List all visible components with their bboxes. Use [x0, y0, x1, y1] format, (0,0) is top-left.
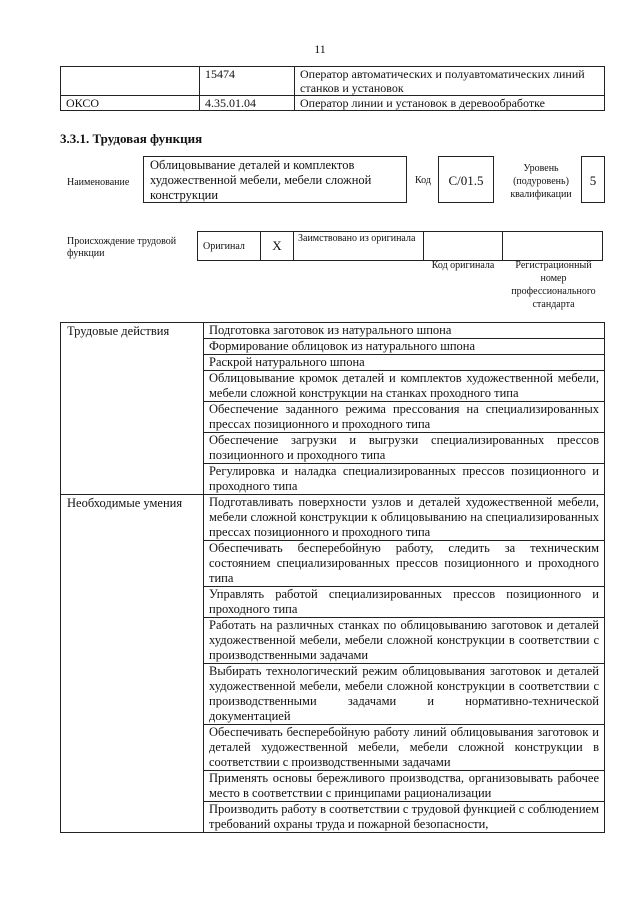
list-item: Применять основы бережливого производства, организовывать рабочее место в соответствии с принципами рационализации — [204, 771, 605, 802]
okso-cell-code: 4.35.01.04 — [200, 96, 295, 111]
list-item: Подготовка заготовок из натурального шпона — [204, 323, 605, 339]
reg-number-label: Регистрационный номер профессионального стандарта — [511, 260, 596, 310]
qualification-level-value: 5 — [581, 156, 605, 203]
list-item: Обеспечивать бесперебойную работу, следить за техническим состоянием специализированных прессов позиционного и проходного типа — [204, 541, 605, 587]
okso-cell-code-type — [61, 67, 200, 96]
page-number: 11 — [314, 42, 326, 56]
table-row — [61, 495, 605, 541]
function-code-value: С/01.5 — [438, 156, 494, 203]
table-row — [61, 67, 605, 96]
okso-cell-title: Оператор автоматических и полуавтоматических линий станков и установок — [295, 67, 605, 96]
okso-classification-table — [60, 66, 605, 111]
list-item: Регулировка и наладка специализированных прессов позиционного и проходного типа — [204, 464, 605, 495]
origin-label: Происхождение трудовой функции — [67, 236, 177, 259]
origin-table — [197, 231, 603, 261]
code-label: Код — [415, 175, 431, 186]
list-item: Подготавливать поверхности узлов и деталей художественной мебели, мебели сложной конструкции к облицовыванию на специализированных прессах позиционного и проходного типа — [204, 495, 605, 541]
list-item: Управлять работой специализированных прессов позиционного и проходного типа — [204, 587, 605, 618]
list-item: Обеспечение загрузки и выгрузки специализированных прессов позиционного и проходного типа — [204, 433, 605, 464]
list-item: Формирование облицовок из натурального шпона — [204, 339, 605, 355]
okso-cell-title: Оператор линии и установок в деревообработке — [295, 96, 605, 111]
okso-cell-code: 15474 — [200, 67, 295, 96]
table-row — [198, 232, 603, 261]
list-item: Производить работу в соответствии с трудовой функцией с соблюдением требований охраны труда и пожарной безопасности, — [204, 802, 605, 833]
section-heading: 3.3.1. Трудовая функция — [60, 131, 203, 146]
code-original-cell — [424, 232, 503, 261]
okso-cell-code-type: ОКСО — [61, 96, 200, 111]
qualification-level-label: Уровень (подуровень) квалификации — [510, 163, 572, 200]
list-item: Работать на различных станках по облицовыванию заготовок и деталей художественной мебели, мебели сложной конструкции в соответствии с производственными задачами — [204, 618, 605, 664]
list-item: Обеспечение заданного режима прессования на специализированных прессах позиционного и проходного типа — [204, 402, 605, 433]
name-label: Наименование — [67, 177, 130, 188]
list-item: Облицовывание кромок деталей и комплектов художественной мебели, мебели сложной конструкции на станках проходного типа — [204, 371, 605, 402]
original-mark: X — [261, 232, 294, 261]
required-skills-title: Необходимые умения — [61, 495, 204, 833]
table-row — [61, 96, 605, 111]
list-item: Обеспечивать бесперебойную работу линий облицовывания заготовок и деталей художественной мебели, мебели сложной конструкции в соответствии с производственными задачами — [204, 725, 605, 771]
function-name-value: Облицовывание деталей и комплектов художественной мебели, мебели сложной конструкции — [143, 156, 407, 203]
list-item: Выбирать технологический режим облицовывания заготовок и деталей художественной мебели, мебели сложной конструкции в соответствии с производственными задачами и нормативно-технической документацией — [204, 664, 605, 725]
labor-function-table — [60, 322, 605, 833]
reg-number-cell — [503, 232, 603, 261]
list-item: Раскрой натурального шпона — [204, 355, 605, 371]
table-row — [61, 323, 605, 339]
labor-actions-title: Трудовые действия — [61, 323, 204, 495]
code-original-label: Код оригинала — [431, 260, 495, 271]
borrowed-label: Заимствовано из оригинала — [294, 232, 424, 261]
original-label: Оригинал — [198, 232, 261, 261]
